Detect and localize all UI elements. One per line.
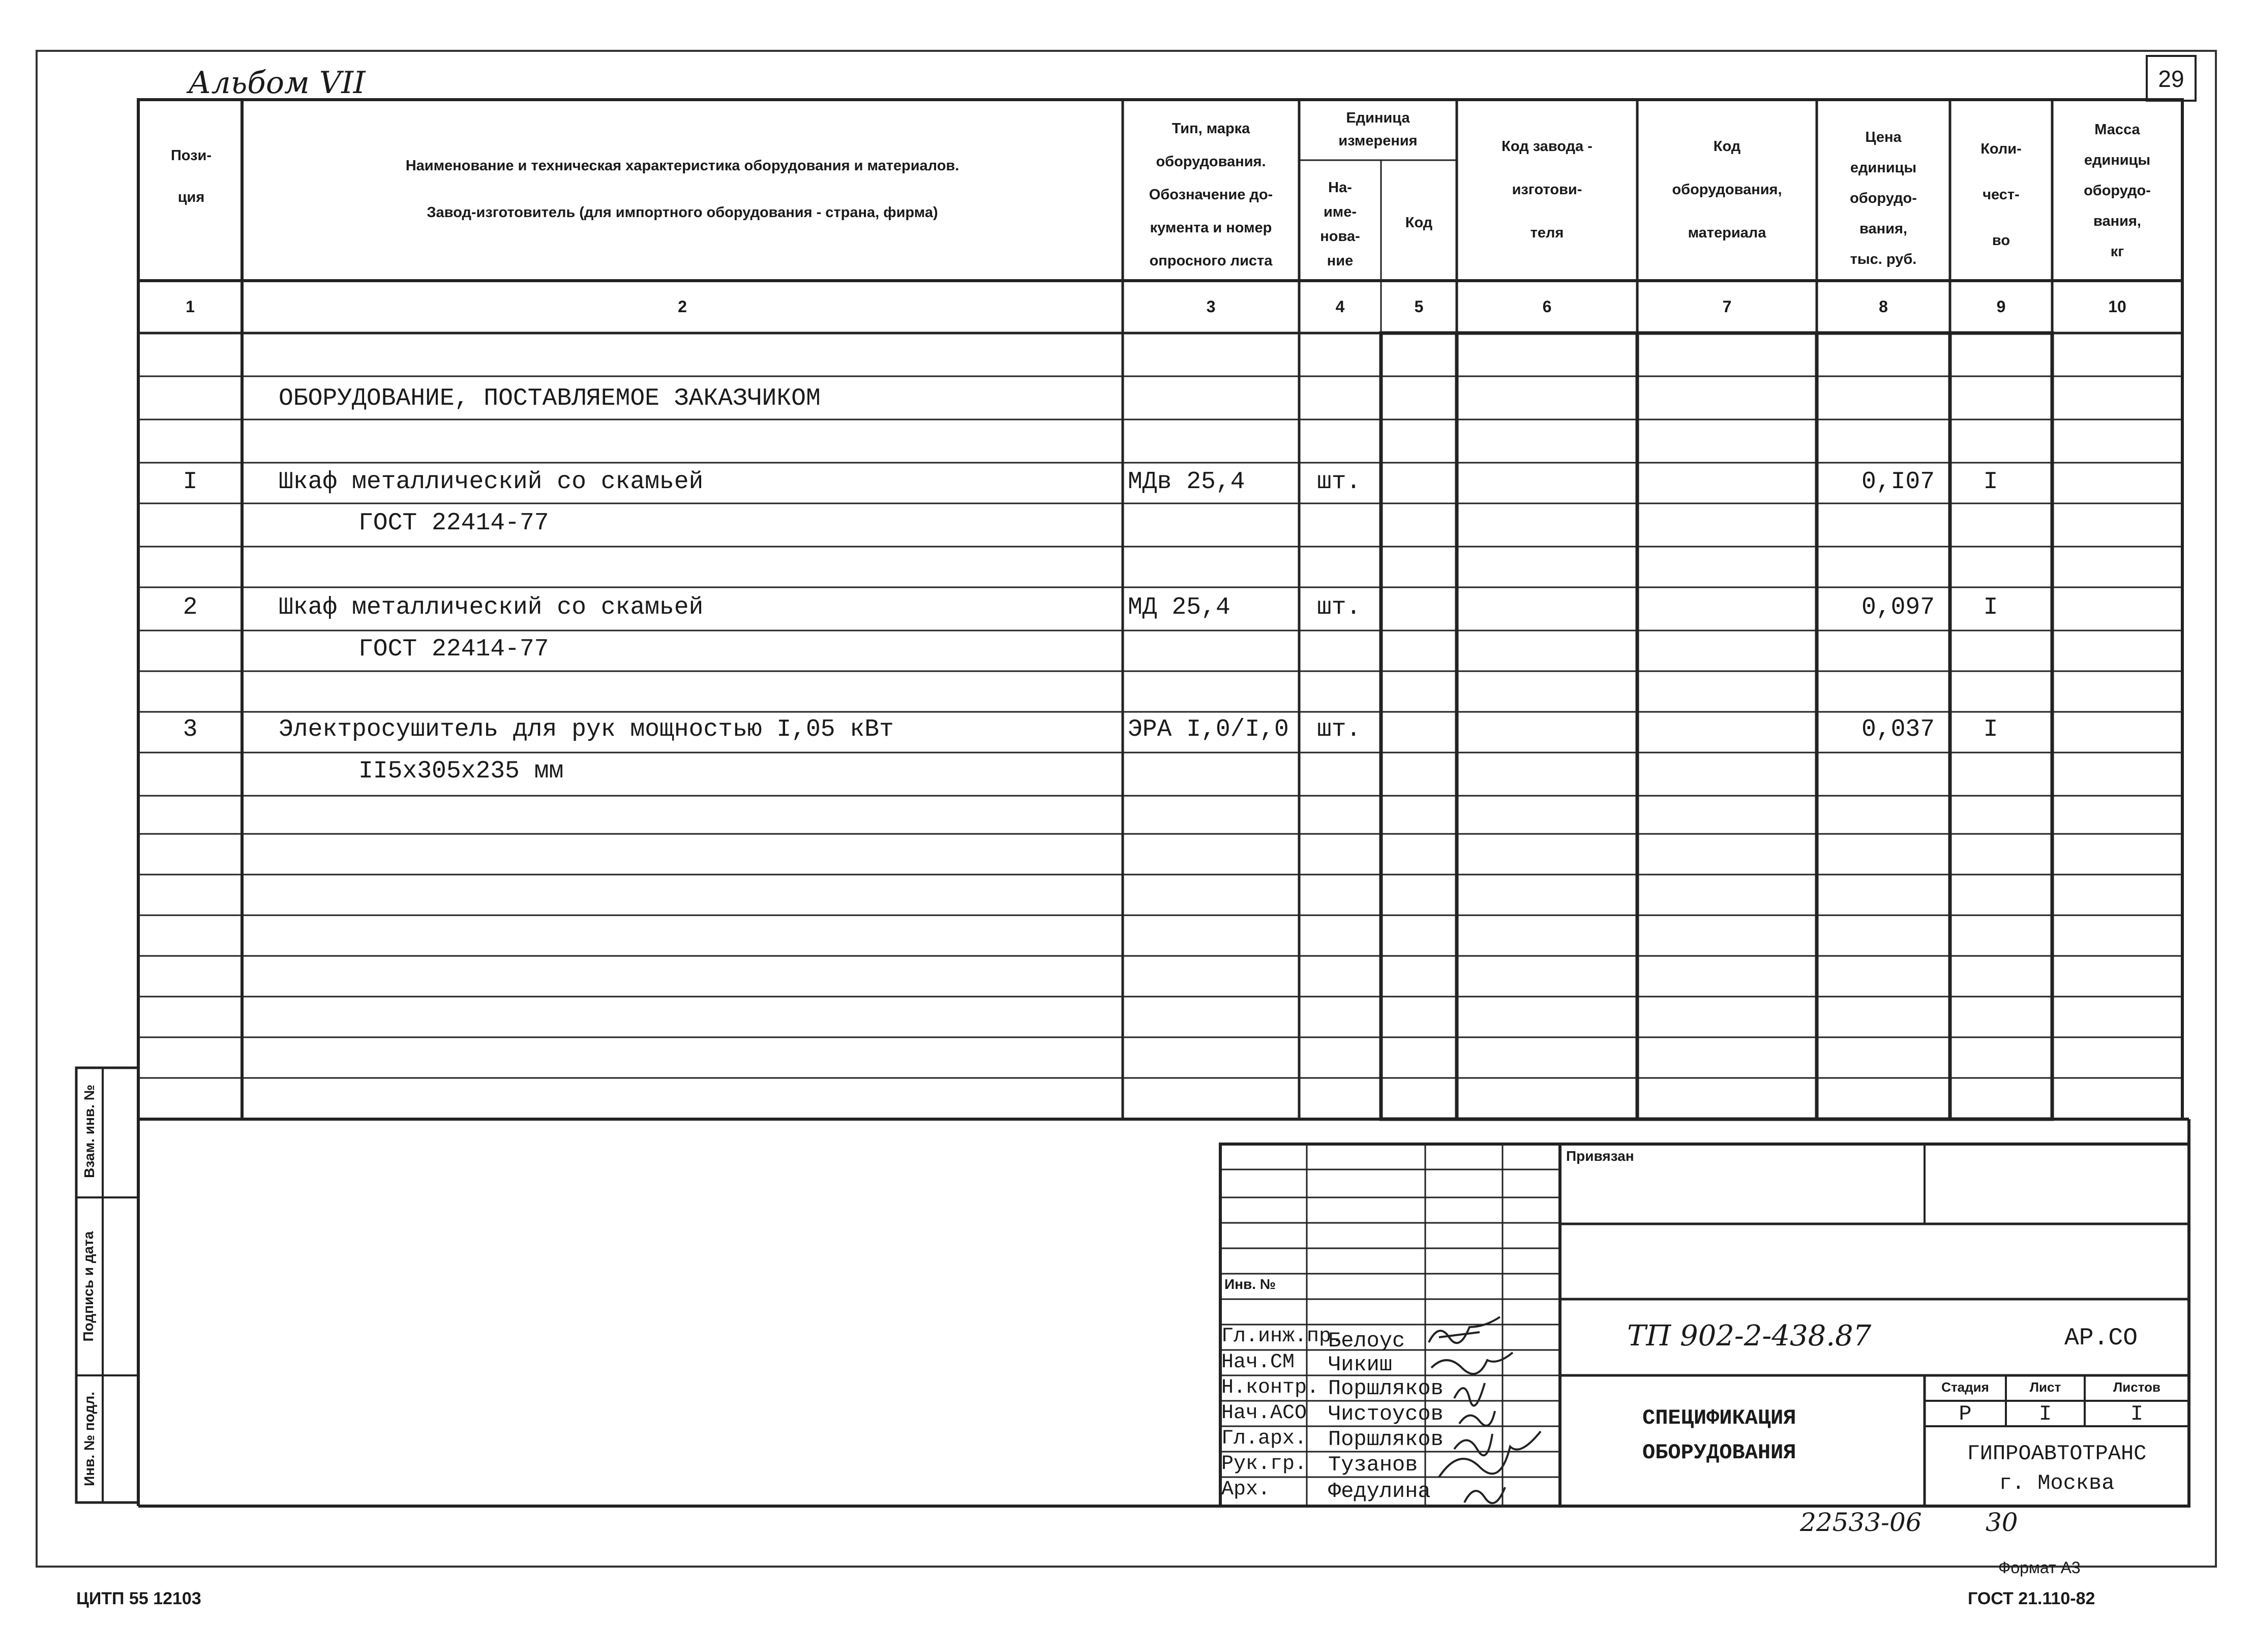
stage-value: Р [1959,1402,1972,1426]
archive-number: 22533-06 [1800,1508,1922,1537]
org-city: г. Москва [1999,1471,2115,1495]
gost-label: ГОСТ 21.110-82 [1968,1589,2095,1608]
signatures [1429,1317,1541,1503]
album-label: Альбом VII [188,65,366,101]
stage-label: Стадия [1941,1379,1989,1395]
citp-label: ЦИТП 55 12103 [76,1589,201,1608]
section-title: ОБОРУДОВАНИЕ, ПОСТАВЛЯЕМОЕ ЗАКАЗЧИКОМ [279,385,821,412]
org-name: ГИПРОАВТОТРАНС [1967,1441,2147,1466]
sheet-code: АР.СО [2064,1325,2138,1352]
inv-no-label: Инв. № [1224,1276,1276,1292]
sheet-value: I [2038,1402,2052,1426]
format-label: Формат А3 [1998,1558,2081,1577]
sheet-label: Лист [2029,1379,2061,1395]
doc-title-line1: СПЕЦИФИКАЦИЯ [1642,1406,1796,1430]
sheets-label: Листов [2113,1379,2160,1395]
doc-title-line2: ОБОРУДОВАНИЯ [1642,1440,1796,1465]
side-label-inv-zam: Взам. инв. № [81,1085,97,1178]
page-number: 30 [1986,1508,2018,1537]
privyazan-label: Привязан [1566,1148,1634,1164]
sheet-number: 29 [2158,66,2184,92]
header-unit-code: Код [1405,215,1433,231]
sheets-value: I [2130,1402,2144,1426]
side-label-inv-podl: Инв. № подл. [81,1392,97,1486]
project-code: ТП 902-2-438.87 [1627,1319,1872,1353]
side-label-signature: Подпись и дата [80,1231,96,1342]
